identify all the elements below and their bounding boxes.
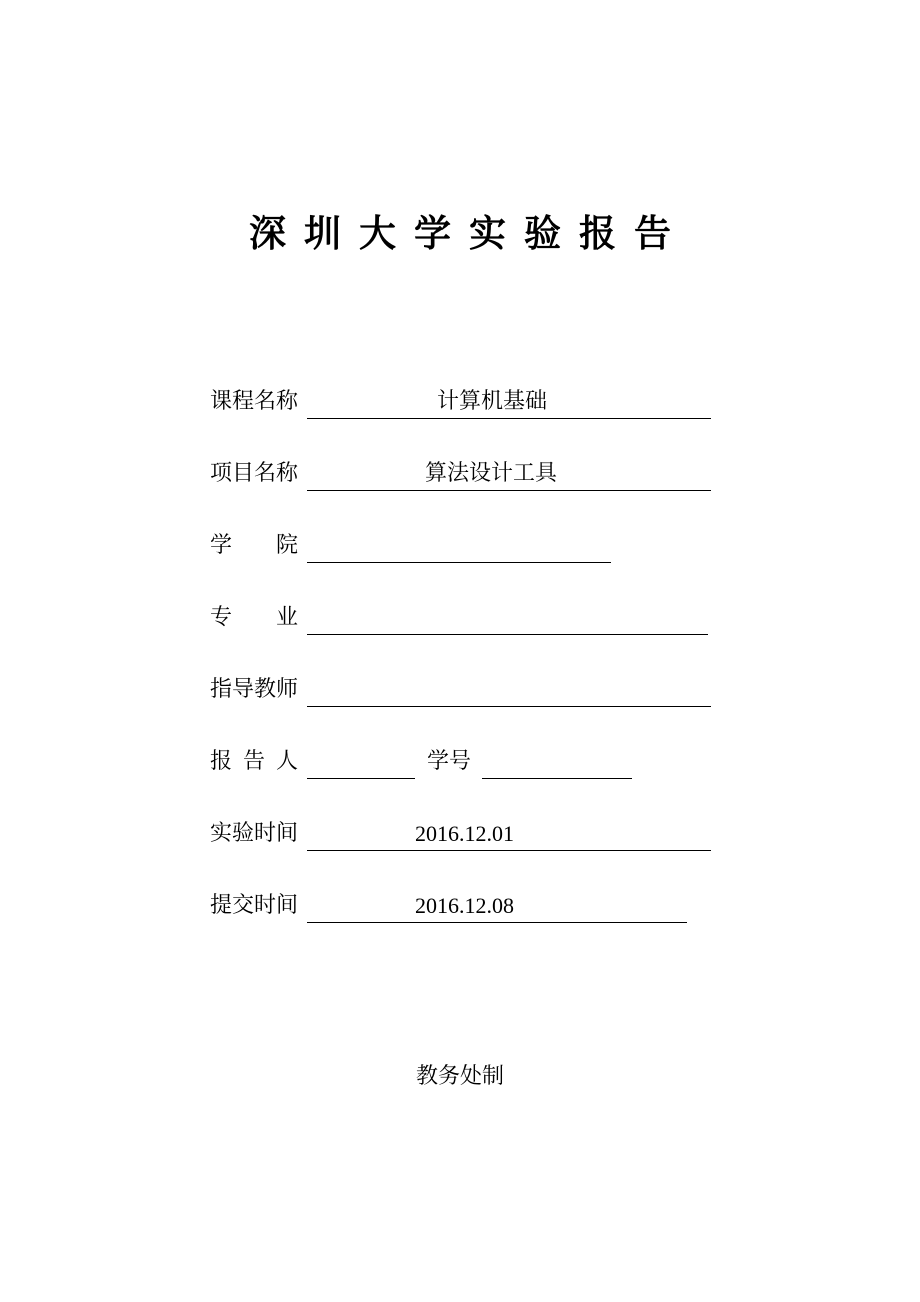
course-name-value: 计算机基础	[437, 389, 548, 414]
label-char: 称	[276, 389, 299, 414]
project-name-label	[210, 457, 298, 491]
label-char: 人	[275, 749, 298, 774]
label-char: 业	[275, 605, 298, 630]
student-id-field[interactable]	[482, 745, 632, 779]
label-char: 项	[210, 461, 233, 486]
course-name-field[interactable]	[307, 385, 711, 419]
major-field[interactable]	[307, 601, 708, 635]
label-char: 间	[276, 821, 299, 846]
project-name-field[interactable]	[307, 457, 711, 491]
label-char: 院	[275, 533, 298, 558]
label-char: 导	[232, 677, 255, 702]
label-char: 时	[254, 821, 277, 846]
label-char: 指	[210, 677, 233, 702]
project-name-value: 算法设计工具	[425, 461, 558, 486]
college-field[interactable]	[307, 529, 611, 563]
reporter-label	[210, 745, 298, 779]
label-char: 专	[210, 605, 233, 630]
advisor-label	[210, 673, 298, 707]
label-char: 称	[276, 461, 299, 486]
label-char: 交	[232, 893, 255, 918]
student-id-label: 学号	[427, 749, 472, 774]
major-label	[210, 601, 298, 635]
label-char: 间	[276, 893, 299, 918]
submit-date-field[interactable]	[307, 889, 687, 923]
course-name-label	[210, 385, 298, 419]
label-char: 课	[210, 389, 233, 414]
label-char: 时	[254, 893, 277, 918]
submit-date-value: 2016.12.08	[415, 893, 514, 918]
issuer-footer: 教务处制	[415, 1064, 504, 1089]
experiment-date-field[interactable]	[307, 817, 711, 851]
advisor-field[interactable]	[307, 673, 711, 707]
submit-date-label	[210, 889, 298, 923]
label-char: 程	[232, 389, 255, 414]
label-char: 名	[254, 389, 277, 414]
label-char: 学	[210, 533, 233, 558]
experiment-date-label	[210, 817, 298, 851]
college-label	[210, 529, 298, 563]
report-title: 深圳大学实验报告	[249, 211, 689, 255]
label-char: 师	[276, 677, 299, 702]
label-char: 实	[210, 821, 233, 846]
reporter-field[interactable]	[307, 745, 415, 779]
experiment-date-value: 2016.12.01	[415, 821, 514, 846]
label-char: 教	[254, 677, 277, 702]
label-char: 目	[232, 461, 255, 486]
label-char: 提	[210, 893, 233, 918]
label-char: 报	[210, 749, 233, 774]
label-char: 告	[242, 749, 265, 774]
label-char: 名	[254, 461, 277, 486]
label-char: 验	[232, 821, 255, 846]
